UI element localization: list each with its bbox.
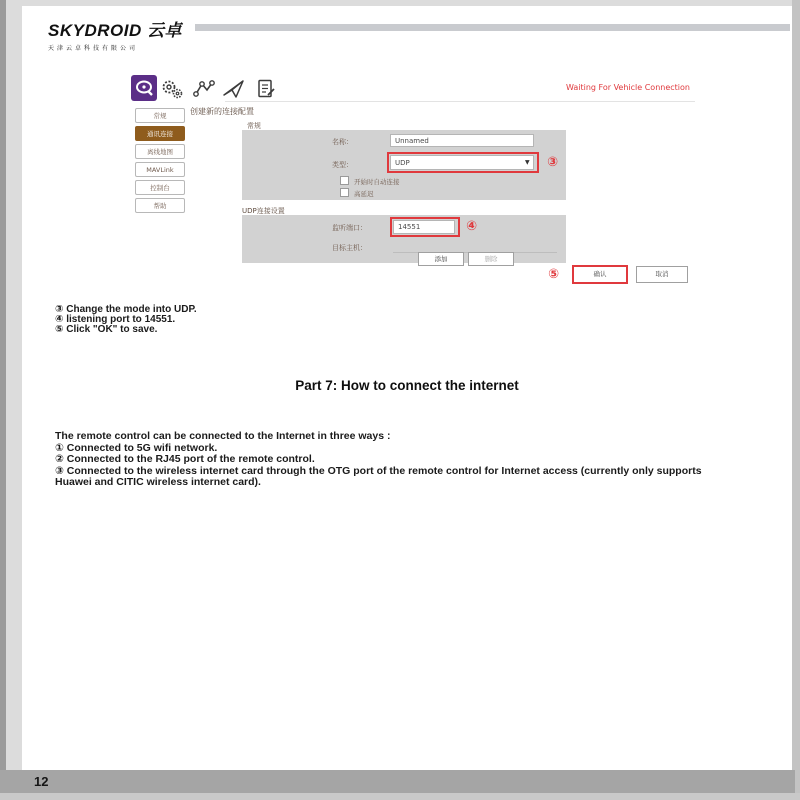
part7-paragraph bbox=[55, 431, 705, 489]
step-instructions bbox=[55, 305, 197, 335]
toolbar-separator bbox=[225, 101, 695, 102]
port-input[interactable]: 14551 bbox=[393, 220, 455, 234]
sidebar-item-general[interactable]: 常规 bbox=[135, 108, 185, 123]
sidebar-item-comm-links[interactable]: 通讯连接 bbox=[135, 126, 185, 141]
name-input[interactable]: Unnamed bbox=[390, 134, 534, 147]
instruction-line: ④ listening port to 14551. bbox=[55, 314, 176, 325]
page-left-shadow bbox=[0, 0, 6, 770]
gears-icon[interactable] bbox=[160, 77, 184, 101]
paragraph-intro: The remote control can be connected to the Internet in three ways : bbox=[55, 430, 391, 442]
port-label: 监听端口： bbox=[332, 224, 367, 232]
autoconnect-checkbox[interactable] bbox=[340, 176, 349, 185]
annotation-circle-3: ③ bbox=[547, 155, 559, 170]
instruction-line: ⑤ Click "OK" to save. bbox=[55, 324, 158, 335]
part7-heading: Part 7: How to connect the internet bbox=[295, 378, 519, 393]
annotation-circle-4: ④ bbox=[466, 219, 478, 234]
udp-panel bbox=[242, 215, 566, 263]
header-rule bbox=[195, 24, 790, 31]
page-number: 12 bbox=[34, 774, 49, 789]
bottom-margin bbox=[0, 793, 800, 800]
host-label: 目标主机： bbox=[332, 244, 367, 252]
add-button[interactable]: 添加 bbox=[418, 252, 464, 266]
high-latency-label: 高延迟 bbox=[354, 190, 374, 198]
remove-button[interactable]: 删除 bbox=[468, 252, 514, 266]
chevron-down-icon[interactable]: ▼ bbox=[525, 159, 530, 166]
manual-page bbox=[22, 6, 792, 770]
footer-bar bbox=[0, 770, 795, 793]
brand-subtitle: 天津云卓科技有限公司 bbox=[48, 46, 139, 52]
general-panel bbox=[242, 130, 566, 200]
paragraph-way2: ② Connected to the RJ45 port of the remote control. bbox=[55, 453, 315, 465]
instruction-line: ③ Change the mode into UDP. bbox=[55, 304, 197, 315]
checklist-icon[interactable] bbox=[254, 77, 278, 101]
type-dropdown[interactable]: UDP bbox=[390, 155, 534, 170]
cancel-button[interactable]: 取消 bbox=[636, 266, 688, 283]
ok-button[interactable]: 确认 bbox=[572, 265, 628, 284]
paragraph-way3: ③ Connected to the wireless internet card through the OTG port of the remote control for Internet access (currently only supports Huawei and CITIC wireless internet card). bbox=[55, 464, 702, 488]
sidebar-item-offline-maps[interactable]: 离线地图 bbox=[135, 144, 185, 159]
page-right-margin bbox=[792, 0, 800, 800]
brand-logo bbox=[48, 16, 182, 52]
paper-plane-icon[interactable] bbox=[222, 77, 246, 101]
sidebar-item-help[interactable]: 帮助 bbox=[135, 198, 185, 213]
brand-title: SKYDROID 云卓 bbox=[48, 21, 182, 40]
qgc-logo-icon[interactable] bbox=[131, 75, 157, 101]
high-latency-checkbox[interactable] bbox=[340, 188, 349, 197]
type-label: 类型： bbox=[332, 161, 353, 169]
paragraph-way1: ① Connected to 5G wifi network. bbox=[55, 441, 218, 454]
sidebar-item-mavlink[interactable]: MAVLink bbox=[135, 162, 185, 177]
status-text: Waiting For Vehicle Connection bbox=[565, 83, 690, 92]
app-screenshot bbox=[120, 70, 700, 300]
name-label: 名称： bbox=[332, 138, 353, 146]
waypoints-icon[interactable] bbox=[192, 77, 216, 101]
udp-section-label: UDP连接设置 bbox=[242, 207, 285, 215]
autoconnect-label: 开始时自动连接 bbox=[354, 178, 400, 186]
settings-sidebar bbox=[135, 108, 185, 213]
sidebar-item-console[interactable]: 控制台 bbox=[135, 180, 185, 195]
annotation-circle-5: ⑤ bbox=[548, 267, 560, 282]
general-section-label: 常规 bbox=[247, 122, 261, 130]
form-title: 创建新的连接配置 bbox=[190, 107, 254, 116]
